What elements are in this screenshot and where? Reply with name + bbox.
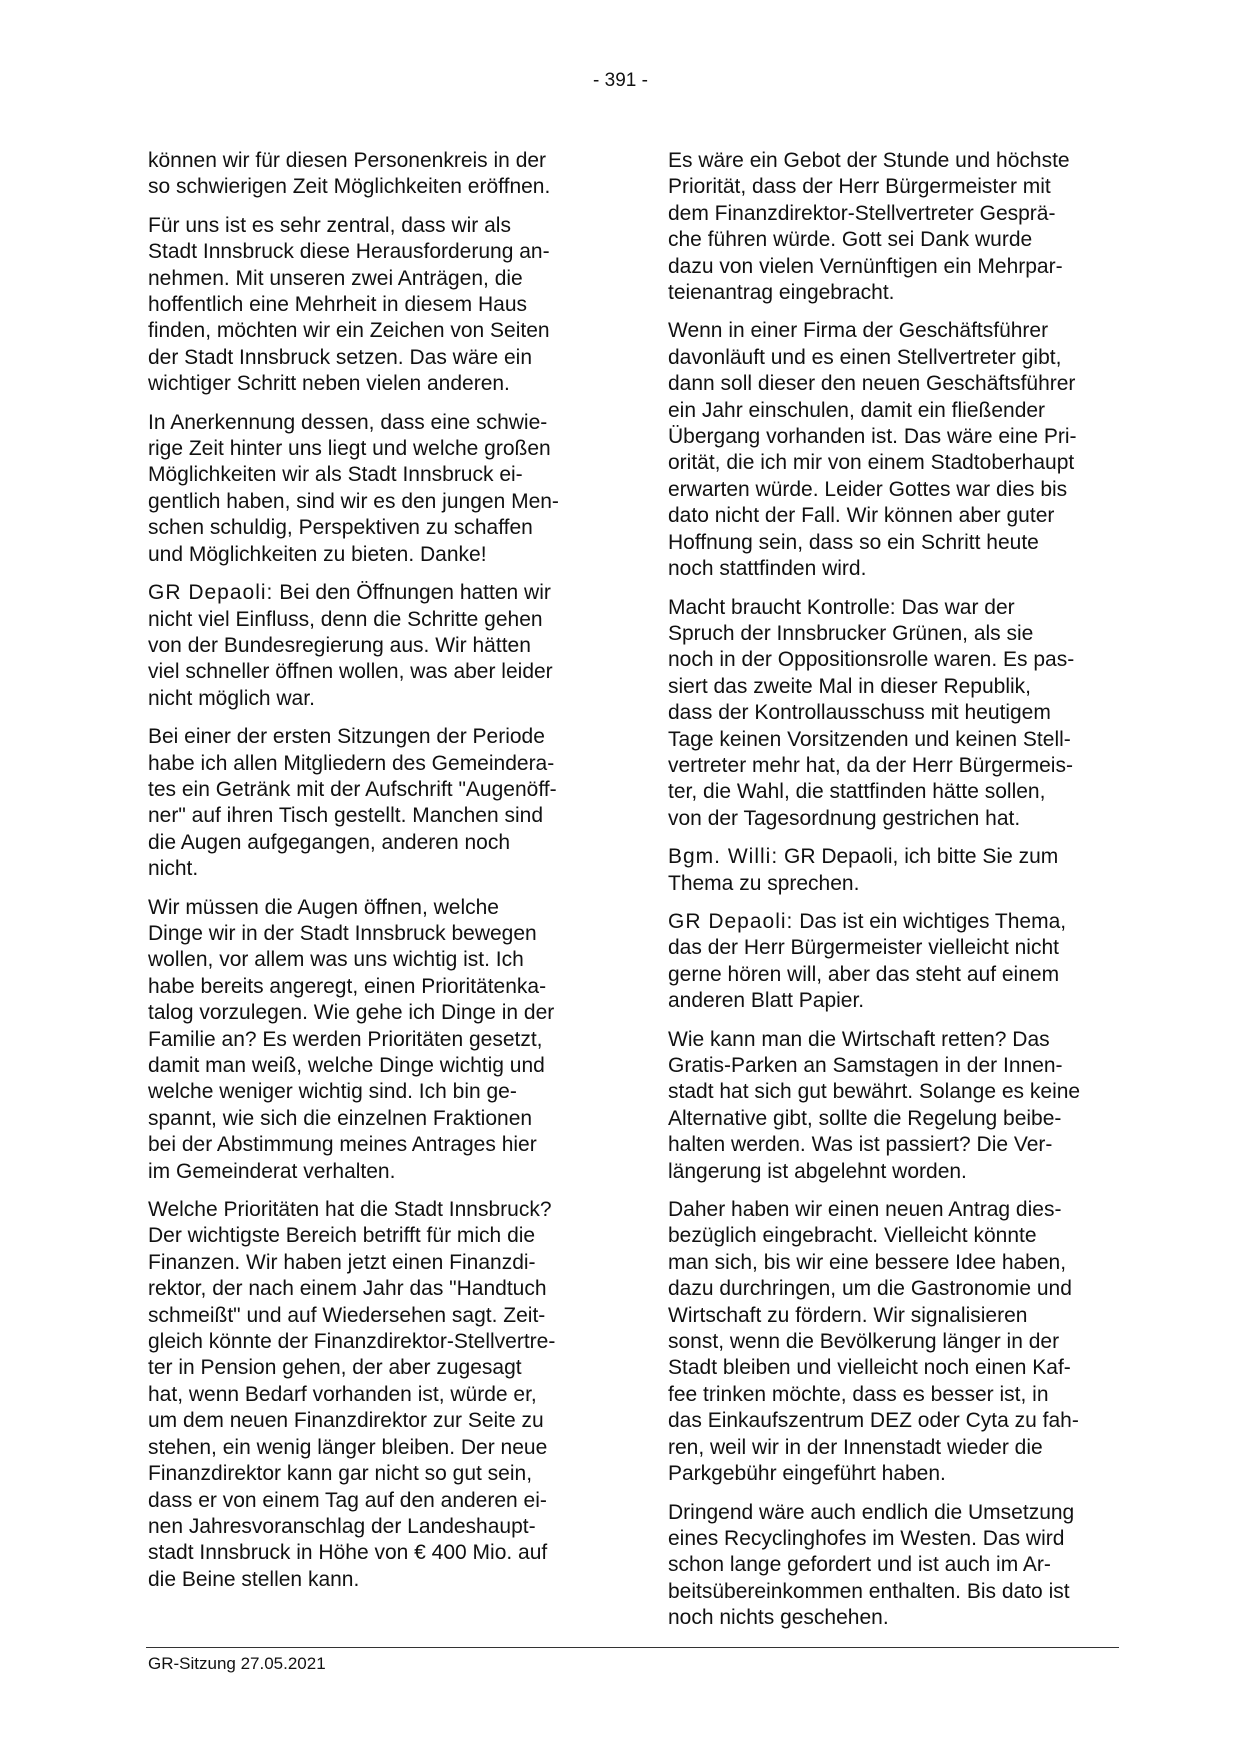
paragraph <box>148 724 600 882</box>
paragraph-text: Es wäre ein Gebot der Stunde und höchste Priorität, dass der Herr Bürgermeister mit dem Finanzdirektor-Stellvertreter Gesprä- che führen würde. Gott sei Dank wurde dazu von vielen Vernünftigen ein Mehrpar- teienantrag eingebracht. <box>668 149 1070 305</box>
footer-divider <box>146 1647 1119 1648</box>
paragraph <box>668 844 1120 897</box>
paragraph-text: Bei einer der ersten Sitzungen der Periode habe ich allen Mitgliedern des Gemeindera- tes ein Getränk mit der Aufschrift "Augenöff- ner" auf ihren Tisch gestellt. Manchen sind die Augen aufgegangen, anderen noch nicht. <box>148 725 557 881</box>
right-column <box>668 148 1120 1644</box>
paragraph-text: Wenn in einer Firma der Geschäftsführer davonläuft und es einen Stellvertreter gibt, dann soll dieser den neuen Geschäftsführer ein Jahr einschulen, damit ein fließender Übergang vorhanden ist. Das wäre eine Pri- orität, die ich mir von einem Stadtoberhaupt erwarten würde. Leider Gottes war dies bis dato nicht der Fall. Wir können aber guter Hoffnung sein, dass so ein Schritt heute noch stattfinden wird. <box>668 319 1077 581</box>
paragraph-text: Wir müssen die Augen öffnen, welche Dinge wir in der Stadt Innsbruck bewegen wollen, vor allem was uns wichtig ist. Ich habe bereits angeregt, einen Prioritätenka- talog vorzulegen. Wie gehe ich Dinge in der Familie an? Es werden Prioritäten gesetzt, damit man weiß, welche Dinge wichtig und welche weniger wichtig sind. Ich bin ge- spannt, wie sich die einzelnen Fraktionen bei der Abstimmung meines Antrages hier im Gemeinderat verhalten. <box>148 895 555 1183</box>
paragraph <box>148 1197 600 1593</box>
paragraph <box>668 909 1120 1015</box>
paragraph <box>148 213 600 398</box>
speaker-label: Bgm. Willi: <box>668 845 779 869</box>
speaker-label: GR Depaoli: <box>668 909 794 933</box>
paragraph <box>668 318 1120 582</box>
paragraph-text: Macht braucht Kontrolle: Das war der Spruch der Innsbrucker Grünen, als sie noch in der Oppositionsrolle waren. Es pas- siert das zweite Mal in dieser Republik, dass der Kontrollausschuss mit heutigem Tage keinen Vorsitzenden und keinen Stell- vertreter mehr hat, da der Herr Bürgermeis- ter, die Wahl, die stattfinden hätte sollen, von der Tagesordnung gestrichen hat. <box>668 595 1075 830</box>
paragraph-text: Wie kann man die Wirtschaft retten? Das Gratis-Parken an Samstagen in der Innen- stadt hat sich gut bewährt. Solange es keine Alternative gibt, sollte die Regelung beibe- halten werden. Was ist passiert? Die Ver- längerung ist abgelehnt worden. <box>668 1027 1081 1183</box>
speaker-label: GR Depaoli: <box>148 581 274 605</box>
paragraph <box>668 148 1120 306</box>
paragraph-text: Dringend wäre auch endlich die Umsetzung eines Recyclinghofes im Westen. Das wird schon lange gefordert und ist auch im Ar- beitsübereinkommen enthalten. Bis dato ist noch nichts geschehen. <box>668 1500 1075 1630</box>
footer-session-date: GR-Sitzung 27.05.2021 <box>148 1654 326 1673</box>
paragraph-text: Das ist ein wichtiges Thema, das der Herr Bürgermeister vielleicht nicht gerne hören will, aber das steht auf einem anderen Blatt Papier. <box>668 909 1067 1013</box>
paragraph <box>148 895 600 1185</box>
paragraph-text: In Anerkennung dessen, dass eine schwie- rige Zeit hinter uns liegt und welche großen Möglichkeiten wir als Stadt Innsbruck ei- gentlich haben, sind wir es den jungen Men- schen schuldig, Perspektiven zu schaffen und Möglichkeiten zu bieten. Danke! <box>148 410 559 566</box>
paragraph <box>668 595 1120 833</box>
paragraph-text: Bei den Öffnungen hatten wir nicht viel Einfluss, denn die Schritte gehen von der Bundesregierung aus. Wir hätten viel schneller öffnen wollen, was aber leider nicht möglich war. <box>148 581 553 710</box>
paragraph <box>668 1197 1120 1487</box>
left-column <box>148 148 600 1605</box>
paragraph <box>668 1027 1120 1185</box>
paragraph-text: GR Depaoli, ich bitte Sie zum Thema zu sprechen. <box>668 845 1059 895</box>
paragraph-text: Daher haben wir einen neuen Antrag dies- bezüglich eingebracht. Vielleicht könnte man sich, bis wir eine bessere Idee haben, dazu durchringen, um die Gastronomie und Wirtschaft zu fördern. Wir signalisieren sonst, wenn die Bevölkerung länger in der Stadt bleiben und vielleicht noch einen Kaf- fee trinken möchte, dass es besser ist, in das Einkaufszentrum DEZ oder Cyta zu fah- ren, weil wir in der Innenstadt wieder die Parkgebühr eingeführt haben. <box>668 1198 1079 1486</box>
paragraph <box>148 148 600 201</box>
paragraph <box>668 1500 1120 1632</box>
page-number: - 391 - <box>593 70 648 91</box>
paragraph <box>148 410 600 568</box>
paragraph-text: Welche Prioritäten hat die Stadt Innsbruck? Der wichtigste Bereich betrifft für mich die Finanzen. Wir haben jetzt einen Finanzdi- rektor, der nach einem Jahr das "Handtuch schmeißt" und auf Wiedersehen sagt. Zeit- gleich könnte der Finanzdirektor-Stellvertre- ter in Pension gehen, der aber zugesagt hat, wenn Bedarf vorhanden ist, würde er, um dem neuen Finanzdirektor zur Seite zu stehen, ein wenig länger bleiben. Der neue Finanzdirektor kann gar nicht so gut sein, dass er von einem Tag auf den anderen ei- nen Jahresvoranschlag der Landeshaupt- stadt Innsbruck in Höhe von € 400 Mio. auf die Beine stellen kann. <box>148 1198 556 1591</box>
paragraph-text: Für uns ist es sehr zentral, dass wir als Stadt Innsbruck diese Herausforderung an- nehmen. Mit unseren zwei Anträgen, die hoffentlich eine Mehrheit in diesem Haus finden, möchten wir ein Zeichen von Seiten der Stadt Innsbruck setzen. Das wäre ein wichtiger Schritt neben vielen anderen. <box>148 213 550 396</box>
paragraph-text: können wir für diesen Personenkreis in der so schwierigen Zeit Möglichkeiten eröffnen. <box>148 149 551 199</box>
paragraph <box>148 580 600 712</box>
